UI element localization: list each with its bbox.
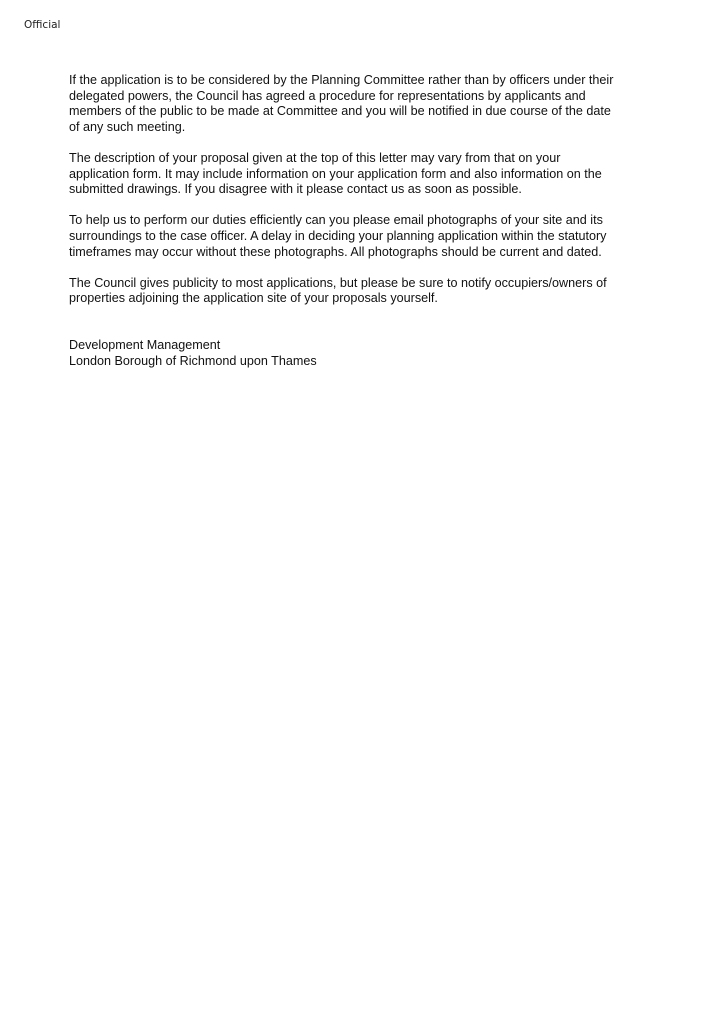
paragraph-publicity: The Council gives publicity to most applications, but please be sure to notify occupiers/owners of properties adjoining the application site of your proposals yourself. — [69, 275, 607, 306]
paragraph-proposal-description: The description of your proposal given at the top of this letter may vary from that on your application form. It may include information on your application form and also information on the submitted drawings. If you disagree with it please contact us as soon as possible. — [69, 150, 602, 197]
letter-body — [69, 73, 651, 369]
signature-organisation: London Borough of Richmond upon Thames — [69, 353, 317, 368]
signature-department: Development Management — [69, 337, 221, 352]
paragraph-site-photographs: To help us to perform our duties efficiently can you please email photographs of your site and its surroundings to the case officer. A delay in deciding your planning application within the statutory timeframes may occur without these photographs. All photographs should be current and dated. — [69, 213, 607, 259]
paragraph-committee-procedure: If the application is to be considered by the Planning Committee rather than by officers under their delegated powers, the Council has agreed a procedure for representations by applicants and members of the public to be made at Committee and you will be notified in due course of the date of any such meeting. — [69, 73, 614, 134]
signature-block — [69, 338, 651, 369]
classification-label: Official — [24, 19, 61, 31]
